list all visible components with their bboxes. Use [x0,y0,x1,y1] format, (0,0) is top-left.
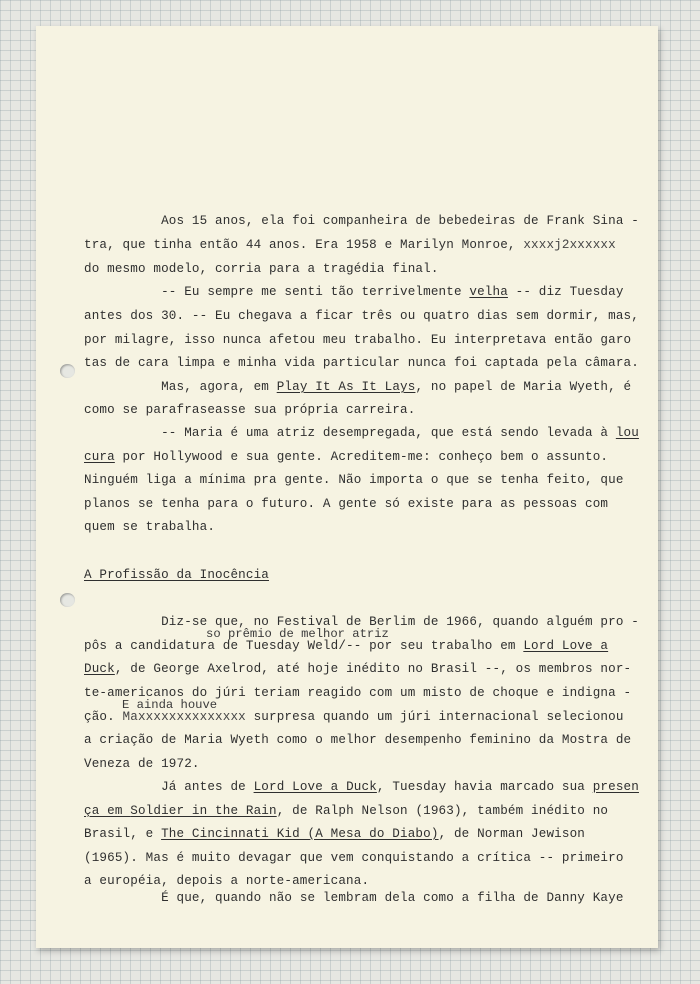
text-line: antes dos 30. -- Eu chegava a ficar três ou quatro dias sem dormir, mas, [84,309,639,323]
text-line: Brasil, e The Cincinnati Kid (A Mesa do Diabo), de Norman Jewison [84,827,586,841]
text-line: como se parafraseasse sua própria carreira. [84,403,416,417]
text-line: Mas, agora, em Play It As It Lays, no papel de Maria Wyeth, é [161,380,632,394]
text-line: Duck, de George Axelrod, até hoje inédito no Brasil --, os membros nor- [84,662,632,676]
text-line: ção. Maxxxxxxxxxxxxxx surpresa quando um júri internacional selecionou [84,710,624,724]
text-line: pôs a candidatura de Tuesday Weld/-- por seu trabalho em Lord Love a [84,639,609,653]
film-title: Soldier in the Rain [130,804,277,818]
section-heading: A Profissão da Inocência [84,568,269,582]
struck-out-text: Maxxxxxxxxxxxxxx [122,710,246,724]
text-line: tra, que tinha então 44 anos. Era 1958 e Marilyn Monroe, xxxxj2xxxxxx [84,238,616,252]
text-line: Aos 15 anos, ela foi companheira de bebedeiras de Frank Sina - [161,214,639,228]
film-title: Duck [84,662,115,676]
struck-out-text: xxxxj2xxxxxx [523,238,616,252]
underlined-word: cura [84,450,115,464]
text-line: quem se trabalha. [84,520,216,534]
underlined-word: presen [592,780,639,794]
film-title: The Cincinnati Kid (A Mesa do Diabo) [161,827,439,841]
film-title: Lord Love a [523,639,609,653]
text-line: (1965). Mas é muito devagar que vem conquistando a crítica -- primeiro [84,851,624,865]
text-line: -- Eu sempre me senti tão terrivelmente velha -- diz Tuesday [161,285,624,299]
typewritten-page [36,26,658,948]
film-title: Lord Love a Duck [253,780,377,794]
punch-hole [60,593,75,607]
text-line: tas de cara limpa e minha vida particular nunca foi captada pela câmara. [84,356,639,370]
handwritten-insertion: so prêmio de melhor atriz [206,627,389,641]
text-line: te-americanos do júri teriam reagido com um misto de choque e indigna - [84,686,632,700]
text-line: Veneza de 1972. [84,757,200,771]
punch-hole [60,364,75,378]
text-line: por milagre, isso nunca afetou meu trabalho. Eu interpretava então garo [84,333,632,347]
text-line: cura por Hollywood e sua gente. Acreditem-me: conheço bem o assunto. [84,450,609,464]
text-line: planos se tenha para o futuro. A gente só existe para as pessoas com [84,497,609,511]
text-line: É que, quando não se lembram dela como a filha de Danny Kaye [161,891,624,905]
text-line: Já antes de Lord Love a Duck, Tuesday havia marcado sua presen [161,780,639,794]
underlined-word: lou [615,426,639,440]
text-line: Ninguém liga a mínima pra gente. Não importa o que se tenha feito, que [84,473,624,487]
text-line: ça em Soldier in the Rain, de Ralph Nelson (1963), também inédito no [84,804,609,818]
typed-insertion: E ainda houve [122,698,218,712]
text-line: a européia, depois a norte-americana. [84,874,370,888]
text-line: a criação de Maria Wyeth como o melhor desempenho feminino da Mostra de [84,733,632,747]
underlined-word: ça em [84,804,131,818]
text-line: Diz-se que, no Festival de Berlim de 1966, quando alguém pro - [161,615,639,629]
underlined-word: velha [469,285,508,299]
text-line: do mesmo modelo, corria para a tragédia final. [84,262,439,276]
text-line: -- Maria é uma atriz desempregada, que está sendo levada à lou [161,426,639,440]
film-title: Play It As It Lays [276,380,416,394]
